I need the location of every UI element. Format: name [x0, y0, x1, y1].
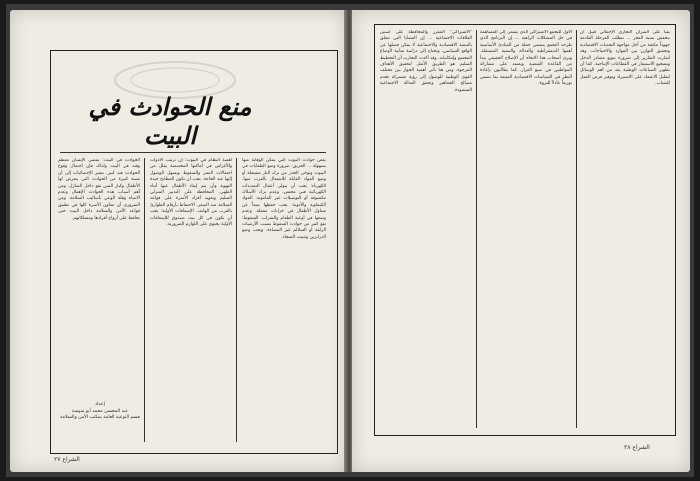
left-page-number: الشراع ٢٧ [54, 456, 80, 463]
left-col-3: الحوادث في البيت: يمضي الإنسان معظم وقته في البيت ولذلك فإن احتمال وقوع الحوادث فيه كبير. تشير الإحصائيات إلى أن نسبة كبيرة من الحوادث التي يتعرض لها الأطفال وكبار السن تقع داخل المنازل. ومن أهم أسباب هذه الحوادث الإهمال وعدم الانتباه وقلة الوعي بأساليب السلامة. ومن الضروري أن تتعاون الأسرة كلها في تطبيق قواعد الأمن والسلامة داخل البيت حتى نحافظ على أرواح أفرادها وممتلكاتهم. [58, 158, 140, 221]
right-col-2: الأول للتجمع الاشتراكي الذي يسعى إلى المساهمة في حل المشكلات الراهنة ... إن البرنامج الذي طرحه التجمع يتضمن جملة من المبادئ الأساسية أهمها الديمقراطية والعدالة والتنمية المستقلة. ويرى أصحاب هذا الاتجاه أن الإصلاح الحقيقي يبدأ من القاعدة الشعبية ويعتمد على مشاركة المواطنين في صنع القرار. كما يطالبون بإعادة النظر في السياسات الاقتصادية المتبعة بما يضمن توزيعاً عادلاً للثروة. [480, 30, 572, 87]
author-signature [58, 402, 142, 422]
right-page [352, 10, 690, 472]
signature-department: قسم التوعية العامة بمكتب الأمن والسلامة [60, 415, 140, 421]
signature-label: إعداد [95, 402, 105, 407]
left-col-2: أهمية النظام في البيوت: إن ترتيب الأدوات والأغراض في أماكنها المخصصة يقلل من احتمالات التعثر والسقوط ويسهل الوصول إليها عند الحاجة. يجب أن تكون المطابخ جيدة التهوية وأن يتم إبعاد الأطفال عنها أثناء الطهي. المحافظة على التدبير المنزلي السليم وتعويد أفراد الأسرة على قواعد السلامة منذ الصغر. الاحتفاظ بأرقام الطوارئ بالقرب من الهاتف. الإسعافات الأولية: يجب أن يكون في كل بيت صندوق للإسعافات الأولية يحتوي على اللوازم الضرورية. [150, 158, 232, 228]
left-page [10, 10, 346, 472]
right-col-3: بقيا على الميزان التجاري الإجمالي قبيل أن تنخفض نسبة العجز ... تتطلب المرحلة القادمة جهوداً مكثفة من أجل مواجهة التحديات الاقتصادية وتحقيق التوازن بين الموارد والاحتياجات. وقد أشارت التقارير إلى ضرورة تنويع مصادر الدخل وتشجيع الاستثمار في القطاعات الإنتاجية. كما أن تطوير الصناعات الوطنية يعد من أهم الوسائل لتقليل الاعتماد على الاستيراد وتوفير فرص العمل للشباب. [580, 30, 670, 87]
title-divider [60, 152, 326, 153]
right-col-rule-2 [576, 30, 577, 428]
left-col-1: بعض حوادث البيوت التي يمكن الوقاية منها بسهولة ... الحريق: ضرورة وضع الطفايات في البيوت وتوخي الحذر من ترك النار مشتعلة أو وضع المواد القابلة للاشتعال بالقرب منها. الكهرباء: يجب أن يتولى أعمال التمديدات الكهربائية فني مختص، وعدم ترك الأسلاك مكشوفة أو التوصيلات غير المأمونة. المواد الكيماوية والأدوية: يجب حفظها بعيداً عن متناول الأطفال في خزانات مقفلة، وعدم وضعها في أوعية الطعام والشراب. السقوط: تقع كثير من حوادث السقوط بسبب الأرضيات الزلقة أو السلالم غير المضاءة، ويجب وضع الدرابزين وتثبيت السجاد. [242, 158, 326, 240]
right-col-1: "الاشتراكي" المقرر والمحافظة على أسس العلاقات الاجتماعية ... إن القضايا التي تتعلق بالتنمية الاقتصادية والاجتماعية لا يمكن فصلها عن الواقع السياسي، وتحتاج إلى دراسة متأنية لأوضاع المجتمع وإمكانياته. وقد أكدت التجارب أن التخطيط السليم هو الطريق الأمثل لتحقيق الأهداف المرجوة. ومن هنا تأتي أهمية الحوار بين مختلف القوى الوطنية للوصول إلى رؤية مشتركة تخدم مصالح الجماهير وتحقق العدالة الاجتماعية المنشودة. [380, 30, 472, 93]
right-page-number: الشراع ٢٨ [624, 444, 650, 451]
magazine-spread [6, 4, 694, 477]
right-col-rule-1 [476, 30, 477, 428]
left-col-rule-1 [236, 158, 237, 442]
article-title: منع الحوادث في البيت [88, 92, 252, 150]
signature-name: عبد المحسن محمد أبو شوشة [71, 408, 129, 414]
left-col-rule-2 [144, 158, 145, 442]
